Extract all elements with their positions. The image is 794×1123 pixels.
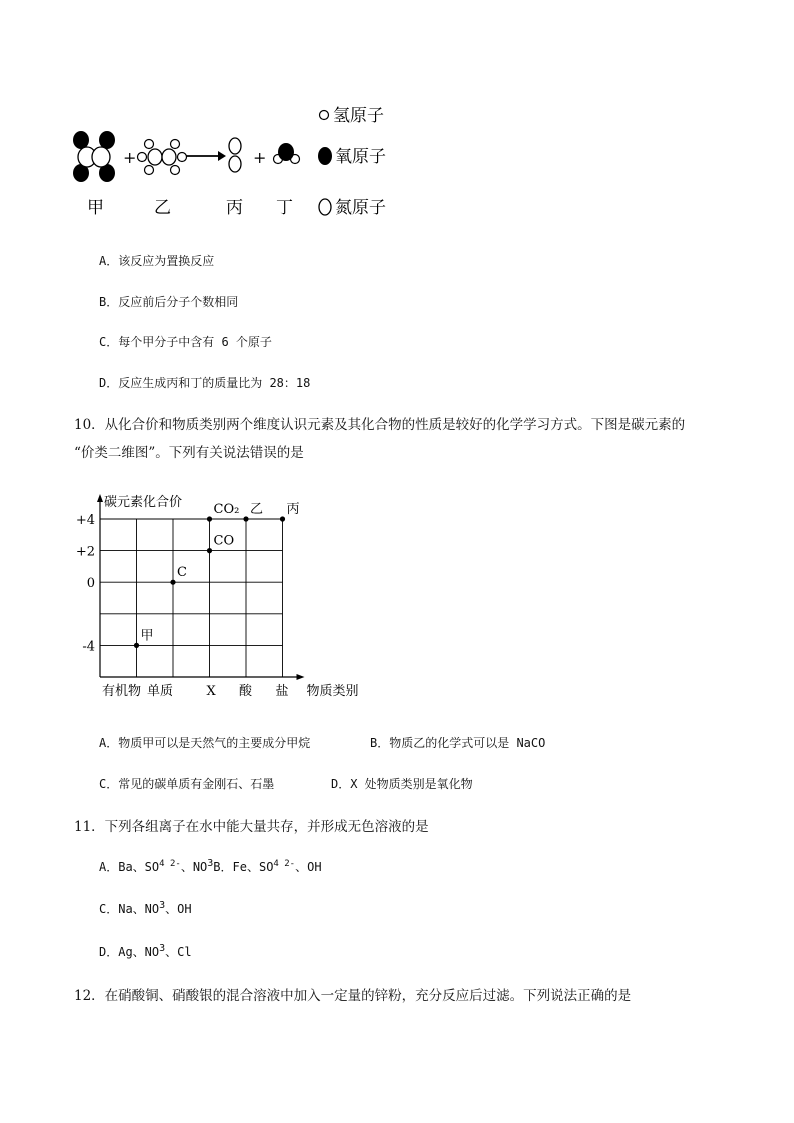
molecule-yi	[138, 140, 187, 175]
legend-nitrogen: 氮原子	[335, 198, 386, 218]
q11-c-rest: 、OH	[165, 902, 192, 916]
oxygen-legend-icon	[318, 147, 332, 165]
data-point	[280, 516, 285, 521]
q11-d-sup: 3	[159, 943, 166, 954]
hydrogen-legend-icon	[320, 111, 329, 120]
data-point-label: CO₂	[213, 502, 240, 517]
legend-oxygen: 氧原子	[335, 147, 386, 167]
data-point-label: C	[177, 565, 187, 581]
q9-option-d: D．反应生成丙和丁的质量比为 28：18	[99, 376, 311, 390]
y-tick-label: +2	[75, 544, 95, 560]
q10-stem-line1: 10．从化合价和物质类别两个维度认识元素及其化合物的性质是较好的化学学习方式。下图是碳元素的	[74, 417, 686, 433]
x-axis-label: 物质类别	[306, 684, 359, 699]
q11-stem: 11．下列各组离子在水中能大量共存，并形成无色溶液的是	[74, 819, 429, 835]
data-point	[134, 643, 139, 648]
label-ding: 丁	[276, 198, 293, 218]
x-tick-label: 酸	[239, 684, 253, 699]
q11-b-text: B．Fe、SO	[213, 860, 274, 874]
data-point-label: 丙	[286, 502, 300, 517]
q9-option-b: B．反应前后分子个数相同	[99, 295, 239, 309]
molecule-bing	[229, 138, 241, 172]
q11-d-text: D．Ag、NO	[99, 945, 160, 959]
data-point	[170, 580, 175, 585]
q10-option-a: A．物质甲可以是天然气的主要成分甲烷	[99, 736, 311, 750]
y-axis-arrow	[97, 494, 103, 502]
x-tick-label: 单质	[147, 684, 174, 699]
x-tick-label: 有机物	[102, 684, 142, 699]
x-axis-arrow	[297, 674, 305, 680]
q11-a-sup: 4 2-	[159, 859, 181, 869]
plus-sign-1: +	[123, 148, 137, 167]
q11-c-sup: 3	[159, 900, 166, 911]
q11-option-c	[99, 900, 192, 917]
data-point-label: CO	[213, 533, 235, 549]
y-tick-label: -4	[82, 639, 95, 655]
q11-a-text: A．Ba、SO	[99, 860, 160, 874]
q11-a-sup2: 3	[207, 858, 214, 869]
label-yi: 乙	[154, 198, 171, 218]
data-point	[207, 548, 212, 553]
q11-a-rest: 、NO	[180, 860, 208, 874]
reaction-arrow	[186, 151, 226, 161]
data-point-label: 甲	[140, 628, 154, 644]
y-axis-label: 碳元素化合价	[104, 495, 183, 510]
q11-b-sup: 4 2-	[273, 859, 296, 869]
data-point	[207, 516, 212, 521]
q11-c-text: C．Na、NO	[99, 902, 160, 916]
data-point-label: 乙	[250, 502, 264, 517]
x-tick-label: X	[206, 684, 216, 699]
q11-option-ab	[99, 858, 322, 875]
reaction-svg	[68, 95, 398, 225]
chart-svg	[70, 490, 370, 705]
q11-b-rest: 、OH	[295, 860, 322, 874]
label-bing: 丙	[226, 198, 243, 218]
q10-option-d: D．X 处物质类别是氧化物	[331, 777, 473, 791]
q11-option-d	[99, 943, 192, 960]
reaction-diagram	[68, 95, 398, 225]
molecule-ding	[274, 143, 300, 164]
nitrogen-legend-icon	[319, 199, 331, 215]
plus-sign-2: +	[253, 148, 267, 167]
q9-option-c: C．每个甲分子中含有 6 个原子	[99, 335, 272, 349]
q10-stem-line2: “价类二维图”。下列有关说法错误的是	[74, 445, 304, 461]
y-tick-label: 0	[86, 576, 95, 592]
q10-option-c: C．常见的碳单质有金刚石、石墨	[99, 777, 275, 791]
molecule-jia	[73, 131, 115, 182]
q9-option-a: A．该反应为置换反应	[99, 254, 215, 268]
q10-option-b: B．物质乙的化学式可以是 NaCO	[370, 736, 546, 750]
q11-d-rest: 、Cl	[165, 945, 192, 959]
q12-stem: 12．在硝酸铜、硝酸银的混合溶液中加入一定量的锌粉，充分反应后过滤。下列说法正确的是	[74, 988, 632, 1004]
y-tick-label: +4	[75, 513, 95, 528]
legend-hydrogen: 氢原子	[333, 106, 384, 126]
valence-category-chart	[70, 490, 370, 705]
data-point	[243, 516, 248, 521]
x-tick-label: 盐	[275, 684, 289, 699]
label-jia: 甲	[87, 198, 104, 218]
